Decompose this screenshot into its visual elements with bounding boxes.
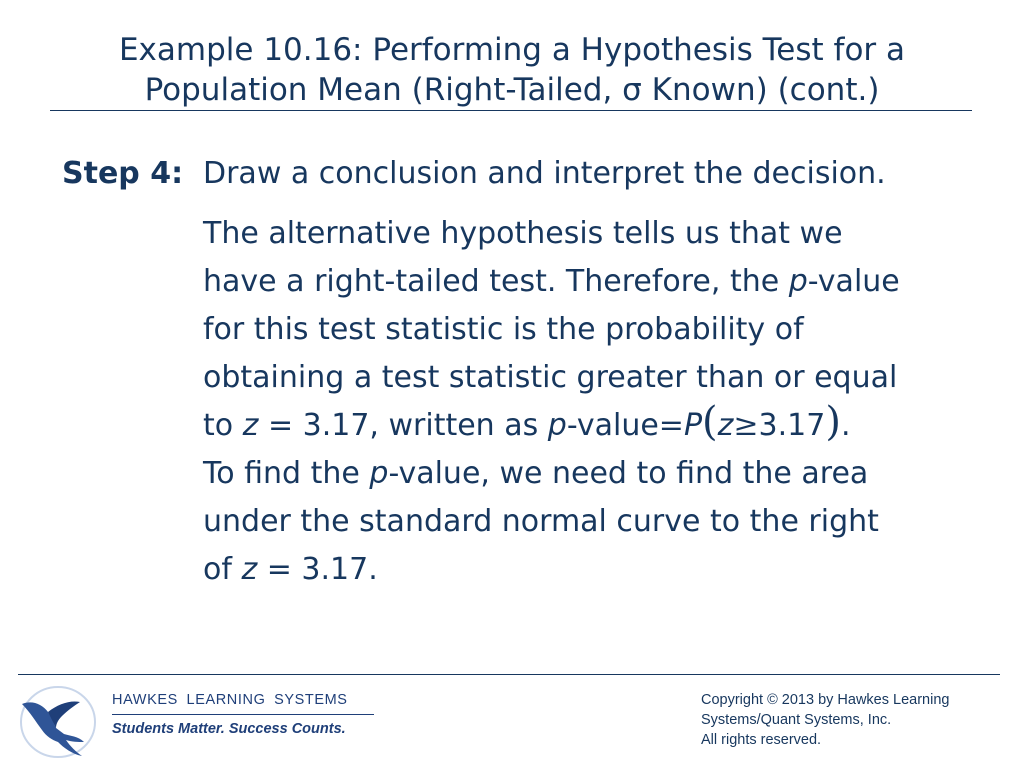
brand-underline — [112, 714, 374, 715]
body-line — [203, 450, 963, 498]
copyright-notice — [701, 690, 1001, 750]
formula-P: P — [683, 408, 703, 443]
body-line: for this test statistic is the probability of — [203, 312, 804, 347]
hawk-logo-icon — [18, 682, 100, 760]
formula-number: 3.17 — [758, 408, 826, 443]
formula-geq: ≥ — [733, 408, 759, 443]
body-text-fragment: -value — [807, 264, 900, 299]
step-heading: Draw a conclusion and interpret the decision. — [203, 156, 886, 191]
body-text-fragment: = 3.17, written as — [258, 408, 548, 443]
brand-tagline: Students Matter. Success Counts. — [112, 721, 346, 737]
body-text-fragment: to — [203, 408, 243, 443]
formula-open-paren: ( — [702, 399, 718, 445]
body-text-fragment: -value, we need to find the area — [388, 456, 869, 491]
body-text-fragment: of — [203, 552, 242, 587]
footer-divider — [18, 674, 1000, 675]
z-symbol: z — [241, 552, 258, 587]
body-line: under the standard normal curve to the right — [203, 504, 879, 539]
p-symbol: p — [369, 456, 389, 491]
body-text-fragment: . — [840, 408, 851, 443]
formula-value: -value — [566, 408, 659, 443]
body-text-fragment: To find the — [203, 456, 370, 491]
copyright-line: Systems/Quant Systems, Inc. — [701, 712, 892, 728]
p-symbol: p — [788, 264, 808, 299]
formula-close-paren: ) — [825, 399, 841, 445]
copyright-line: Copyright © 2013 by Hawkes Learning — [701, 692, 950, 708]
slide-title — [60, 30, 964, 110]
body-paragraph — [203, 210, 963, 594]
body-text-fragment: = 3.17. — [257, 552, 378, 587]
step-label: Step 4: — [62, 156, 184, 191]
body-line — [203, 258, 963, 306]
formula-equals: = — [658, 408, 684, 443]
formula-z: z — [717, 408, 734, 443]
z-symbol: z — [242, 408, 259, 443]
copyright-line: All rights reserved. — [701, 732, 822, 748]
brand-name: HAWKES LEARNING SYSTEMS — [112, 692, 348, 708]
body-text-fragment: have a right-tailed test. Therefore, the — [203, 264, 789, 299]
slide-title-line1: Example 10.16: Performing a Hypothesis Test for a — [118, 32, 906, 68]
title-divider — [50, 110, 972, 111]
body-line — [203, 399, 963, 450]
body-line: The alternative hypothesis tells us that we — [203, 216, 843, 251]
formula-p: p — [547, 408, 567, 443]
slide-title-line2: Population Mean (Right-Tailed, σ Known) (cont.) — [144, 72, 880, 108]
p-value-formula — [547, 399, 841, 445]
body-line — [203, 546, 963, 594]
body-line: obtaining a test statistic greater than or equal — [203, 360, 898, 395]
